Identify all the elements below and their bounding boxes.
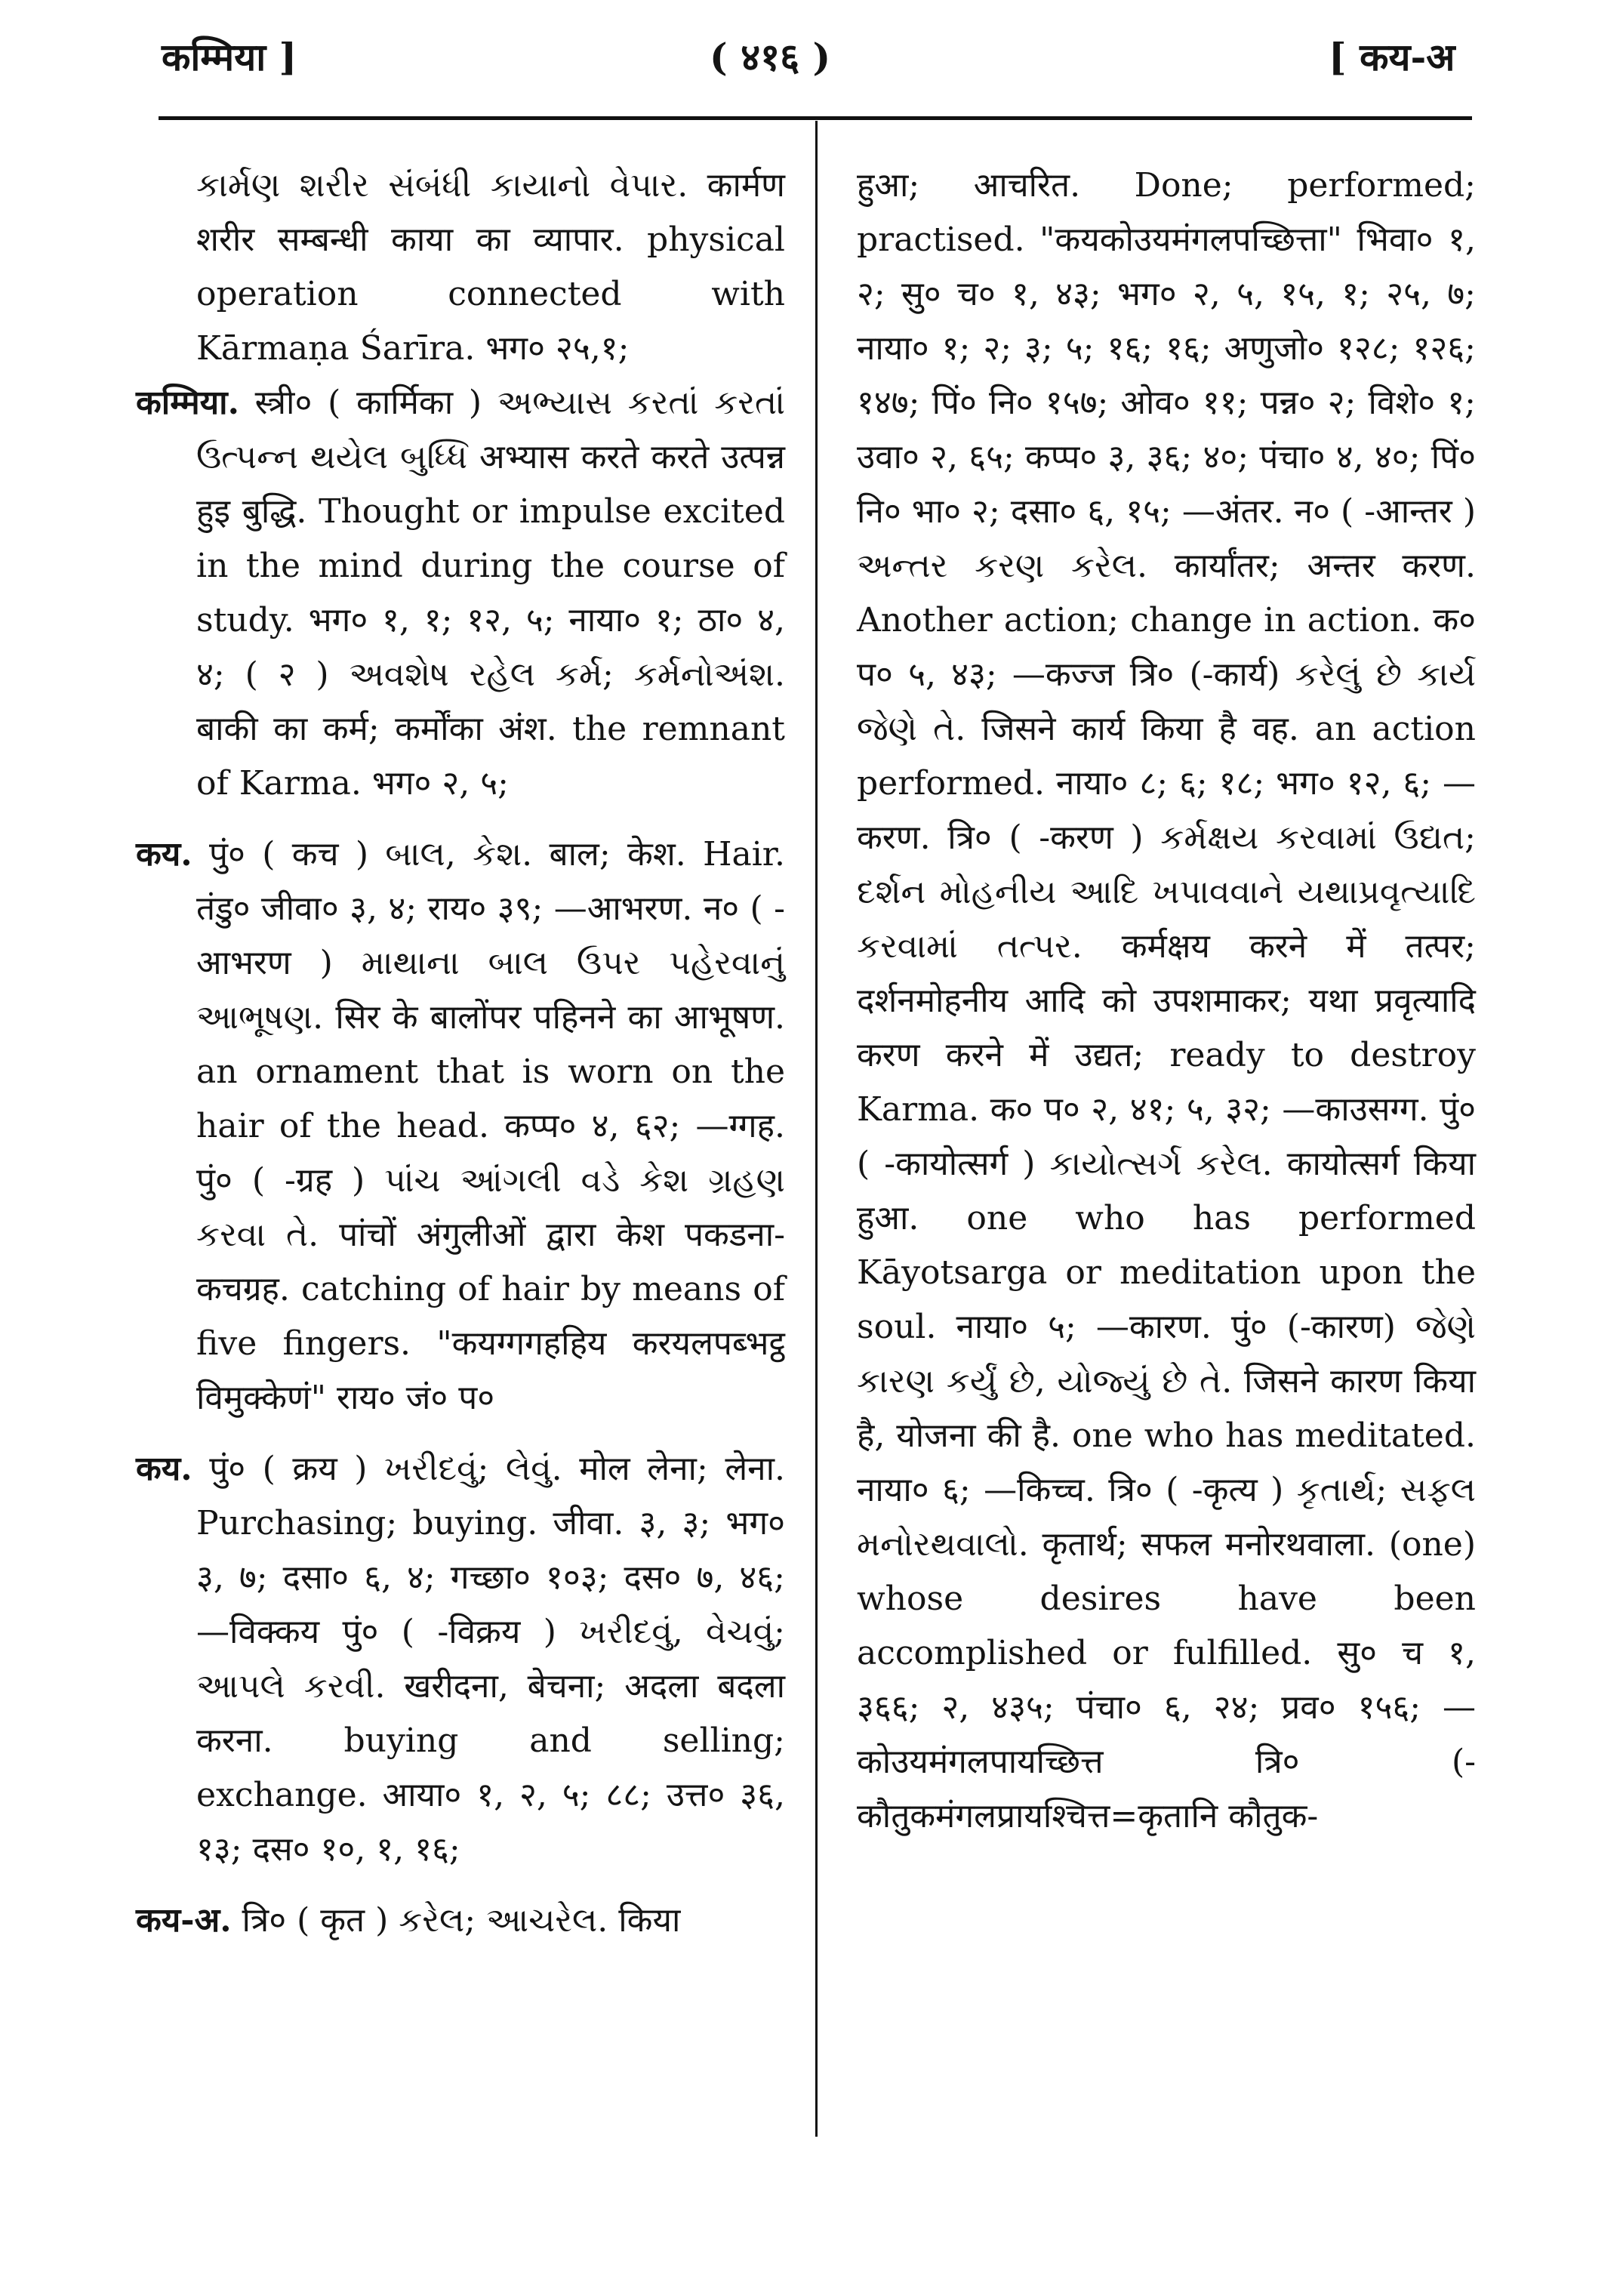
entry-body: त्रि० ( कृत ) કરેલ; આચરેલ. किया <box>242 1901 681 1940</box>
right-column <box>857 159 1476 1844</box>
entry-body: पुं० ( क्रय ) ખરીદવું; લેવું. मोल लेना; लेना. Purchasing; buying. जीवा. ३, ३; भग० ३, ७; दसा० ६, ४; गच्छा० १०३; दस० ७, ४६; —विक्कय पुं० ( -विक्रय ) ખરીદવું, વેચવું; આપલે કરવી. खरीदना, बेचना; अदला बदला करना. buying and selling; exchange. आया० १, २, ५; ८८; उत्त० ३६, १३; दस० १०, १, १६; <box>196 1450 785 1869</box>
dictionary-entry <box>136 1894 785 1948</box>
entry-continuation: हुआ; आचरित. Done; performed; practised. "कयकोउयमंगलपच्छित्ता" भिवा० १, २; सु० च० १, ४३; भग० २, ५, १५, १; २५, ७; नाया० १; २; ३; ५; १६; १६; अणुजो० १२८; १२६; १४७; पिं० नि० १५७; ओव० ११; पन्न० २; विशे० १; उवा० २, ६५; कप्प० ३, ३६; ४०; पंचा० ४, ४०; पिं० नि० भा० २; दसा० ६, १५; —अंतर. न० ( -आन्तर ) અન્તર કરણ કરેલ. कार्यांतर; अन्तर करण. Another action; change in action. क० प० ५, ४३; —कज्ज त्रि० (-कार्य) કરેલું છે કાર્ય જેણે તે. जिसने कार्य किया है वह. an action performed. नाया० ८; ६; १८; भग० १२, ६; —करण. त्रि० ( -करण ) કર્મક્ષય કરવામાં ઉદ્યત; દર્શન મોહનીય આદિ ખપાવવાને યથાપ્રવૃત્યાદિ કરવામાં તત્પર. कर्मक्षय करने में तत्पर; दर्शनमोहनीय आदि को उपशमाकर; यथा प्रवृत्यादि करण करने में उद्यत; ready to destroy Karma. क० प० २, ४१; ५, ३२; —काउसग्ग. पुं० ( -कायोत्सर्ग ) કાયોત્સર્ગ કરેલ. कायोत्सर्ग किया हुआ. one who has performed Kāyotsarga or meditation upon the soul. नाया० ५; —कारण. पुं० (-कारण) જેણે કારણ કર્યું છે, યોજ્યું છે તે. जिसने कारण किया है, योजना की है. one who has meditated. नाया० ६; —किच्च. त्रि० ( -कृत्य ) કૃતાર્થ; સફલ મનોરથવાલો. कृतार्थ; सफल मनोरथवाला. (one) whose desires have been accomplished or fulfilled. सु० च १, ३६६; २, ४३५; पंचा० ६, २४; प्रव० १५६; —कोउयमंगलपायच्छित्त त्रि० (-कौतुकमंगलप्रायश्चित्त=कृतानि कौतुक- <box>857 166 1476 1835</box>
entry-headword: कय-अ. <box>136 1901 232 1940</box>
entry-headword: कय. <box>136 835 192 874</box>
entry-body: पुं० ( कच ) બાલ, કેશ. बाल; केश. Hair. तंडु० जीवा० ३, ४; राय० ३९; —आभरण. न० ( -आभरण ) માથાના બાલ ઉપર પહેરવાનું આભૂષણ. सिर के बालोंपर पहिनने का आभूषण. an ornament that is worn on the hair of the head. कप्प० ४, ६२; —ग्गह. पुं० ( -ग्रह ) પાંચ આંગલી વડે કેશ ગ્રહણ કરવા તે. पांचों अंगुलीओं द्वारा केश पकडना-कचग्रह. catching of hair by means of five fingers. "कयग्गगहहिय करयलपब्भट्ठ विमुक्केणं" राय० जं० प० <box>196 835 785 1417</box>
header-rule <box>159 116 1472 120</box>
page-number: ( ४१६ ) <box>710 35 831 79</box>
dictionary-entry <box>136 376 785 811</box>
column-divider <box>815 121 818 2137</box>
dictionary-entry <box>136 1442 785 1877</box>
header-right-guideword: [ कय-अ <box>1329 35 1455 79</box>
left-column <box>136 159 785 1965</box>
page-header <box>0 21 1623 89</box>
entry-continuation: કાર્મણ શરીર સંબંધી કાયાનો વેપાર. कार्मण शरीर सम्बन्धी काया का व्यापार. physical operation connected with Kārmaṇa Śarīra. भग० २५,१; <box>196 166 785 368</box>
entry-headword: कय. <box>136 1450 192 1488</box>
dictionary-entry <box>136 827 785 1425</box>
entry-headword: कम्मिया. <box>136 384 239 422</box>
header-left-guideword: कम्मिया ] <box>162 35 297 79</box>
entry-body: स्त्री० ( कार्मिका ) અભ્યાસ કરતાં કરતાં ઉત્પન્ન થયેલ બુધ્ધિ अभ्यास करते करते उत्पन्न हुइ बुद्धि. Thought or impulse excited in the mind during the course of study. भग० १, १; १२, ५; नाया० १; ठा० ४, ४; ( २ ) અવશેષ રહેલ કર્મ; કર્મનોઅંશ. बाकी का कर्म; कर्मोंका अंश. the remnant of Karma. भग० २, ५; <box>196 384 785 803</box>
